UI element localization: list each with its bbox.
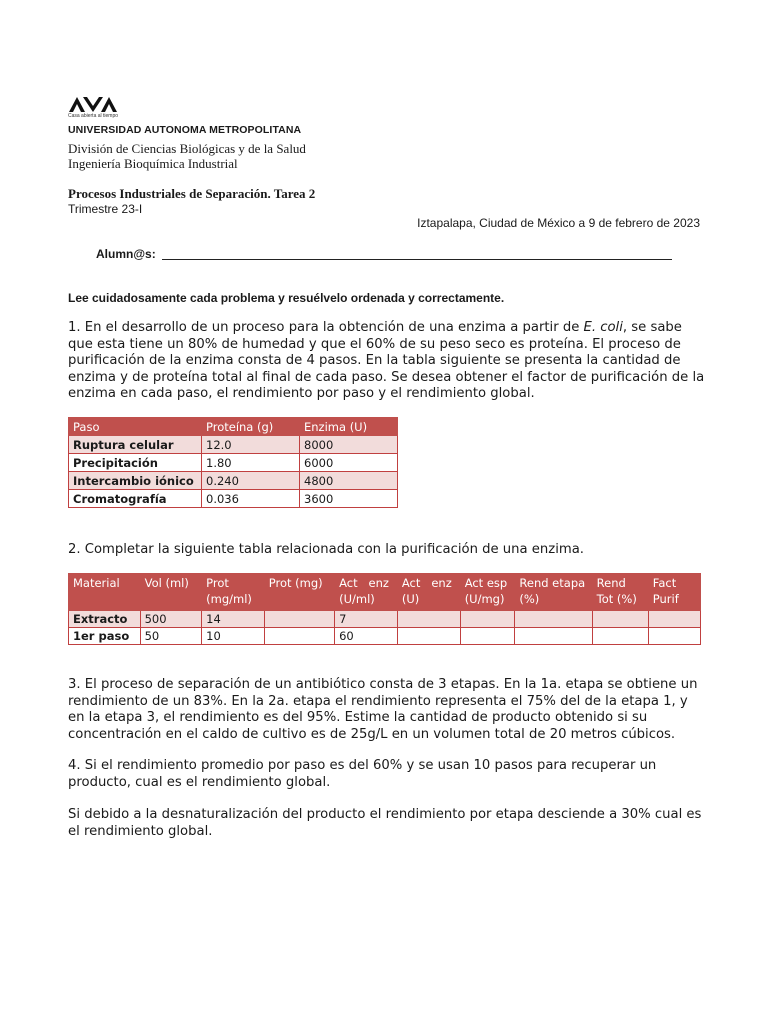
table-cell	[648, 611, 700, 628]
table-row	[69, 490, 398, 508]
header-line: Prot	[206, 576, 229, 590]
purification-steps-table	[68, 417, 398, 508]
table-cell: 3600	[300, 490, 398, 508]
table-cell: Cromatografía	[69, 490, 202, 508]
header-line: Act enz	[401, 576, 452, 590]
problem-1-text-after: , se sabe que esta tiene un 80% de humedad y que el 60% de su peso seco es proteína. El proceso de purificación de la enzima consta de 4 pasos. En la tabla siguiente se presenta la cantidad de enzima y de proteína total al final de cada paso. Se desea obtener el factor de purificación de la enzima en cada paso, el rendimiento por paso y el rendimiento global.	[68, 320, 705, 402]
header-line: Act enz	[339, 576, 389, 590]
uam-logo-icon	[68, 95, 118, 113]
header-line: Prot (mg)	[268, 576, 323, 590]
university-name: UNIVERSIDAD AUTONOMA METROPOLITANA	[68, 124, 302, 136]
column-header: Enzima (U)	[300, 418, 398, 436]
table-cell	[515, 628, 592, 645]
table-row	[69, 472, 398, 490]
enzyme-purification-table	[68, 573, 701, 645]
column-header: Paso	[69, 418, 202, 436]
table-cell: 4800	[300, 472, 398, 490]
column-header	[648, 574, 700, 611]
table-cell	[592, 628, 648, 645]
logo-motto: Casa abierta al tiempo	[68, 113, 119, 119]
table-cell	[397, 611, 460, 628]
table-cell: 0.036	[202, 490, 300, 508]
header-line: (U/mg)	[464, 592, 505, 606]
column-header	[397, 574, 460, 611]
header-line: Act esp	[464, 576, 508, 590]
table-cell: 0.240	[202, 472, 300, 490]
table-cell: 12.0	[202, 436, 300, 454]
table-cell	[515, 611, 592, 628]
header-line: Rend etapa	[519, 576, 586, 590]
problem-1-organism: E. coli	[583, 320, 623, 335]
column-header	[202, 574, 265, 611]
place-date: Iztapalapa, Ciudad de México a 9 de febrero de 2023	[417, 216, 700, 230]
problem-1-text	[68, 320, 708, 403]
problem-3-text: 3. El proceso de separación de un antibiótico consta de 3 etapas. En la 1a. etapa se obtiene un rendimiento de un 83%. En la 2a. etapa el rendimiento representa el 75% del de la etapa 1, y en la etapa 3, el rendimiento es del 95%. Estime la cantidad de producto obtenido si su concentración en el caldo de cultivo es de 25g/L en un volumen total de 20 metros cúbicos.	[68, 677, 698, 742]
header-line: (U/ml)	[339, 592, 375, 606]
table-header-row	[69, 574, 701, 611]
table-cell	[264, 611, 334, 628]
table-cell: 1er paso	[69, 628, 141, 645]
table-row	[69, 611, 701, 628]
column-header	[515, 574, 592, 611]
header-line: (%)	[519, 592, 540, 606]
column-header	[69, 574, 141, 611]
table-cell: 8000	[300, 436, 398, 454]
course-title: Procesos Industriales de Separación. Tarea 2	[68, 186, 316, 201]
column-header: Proteína (g)	[202, 418, 300, 436]
table-cell: 50	[140, 628, 202, 645]
table-cell: Precipitación	[69, 454, 202, 472]
table-cell	[460, 611, 515, 628]
program-name: Ingeniería Bioquímica Industrial	[68, 156, 238, 171]
column-header	[592, 574, 648, 611]
header-line: Material	[73, 576, 120, 590]
table-cell: 6000	[300, 454, 398, 472]
table-cell	[264, 628, 334, 645]
table-row	[69, 436, 398, 454]
header-line: (mg/ml)	[206, 592, 252, 606]
table-row	[69, 628, 701, 645]
table-cell: 14	[202, 611, 265, 628]
table-cell: 1.80	[202, 454, 300, 472]
table-cell: 60	[335, 628, 398, 645]
problem-1-text-before: 1. En el desarrollo de un proceso para la obtención de una enzima a partir de	[68, 320, 584, 335]
table-cell: 7	[335, 611, 398, 628]
problem-4-followup-text: Si debido a la desnaturalización del producto el rendimiento por etapa desciende a 30% cual es el rendimiento global.	[68, 807, 702, 839]
table-cell: 500	[140, 611, 202, 628]
header-line: Tot (%)	[596, 592, 637, 606]
division-name: División de Ciencias Biológicas y de la Salud	[68, 141, 306, 156]
table-cell: Ruptura celular	[69, 436, 202, 454]
table-cell	[648, 628, 700, 645]
header-line: Vol (ml)	[144, 576, 189, 590]
instructions: Lee cuidadosamente cada problema y resuélvelo ordenada y correctamente.	[68, 291, 505, 305]
column-header	[140, 574, 202, 611]
header-line: Fact	[652, 576, 677, 590]
column-header	[264, 574, 334, 611]
table-cell: Intercambio iónico	[69, 472, 202, 490]
problem-2-text: 2. Completar la siguiente tabla relacionada con la purificación de una enzima.	[68, 542, 584, 557]
student-name-line[interactable]	[162, 259, 672, 260]
column-header	[335, 574, 398, 611]
table-header-row	[69, 418, 398, 436]
student-label: Alumn@s:	[96, 247, 156, 261]
problem-4-text: 4. Si el rendimiento promedio por paso es del 60% y se usan 10 pasos para recuperar un producto, cual es el rendimiento global.	[68, 758, 657, 790]
header-line: Rend	[596, 576, 626, 590]
table-cell: Extracto	[69, 611, 141, 628]
table-cell	[397, 628, 460, 645]
table-cell: 10	[202, 628, 265, 645]
header-line: Purif	[652, 592, 679, 606]
table-row	[69, 454, 398, 472]
term-label: Trimestre 23-I	[68, 202, 143, 216]
table-cell	[460, 628, 515, 645]
table-cell	[592, 611, 648, 628]
header-line: (U)	[401, 592, 420, 606]
column-header	[460, 574, 515, 611]
